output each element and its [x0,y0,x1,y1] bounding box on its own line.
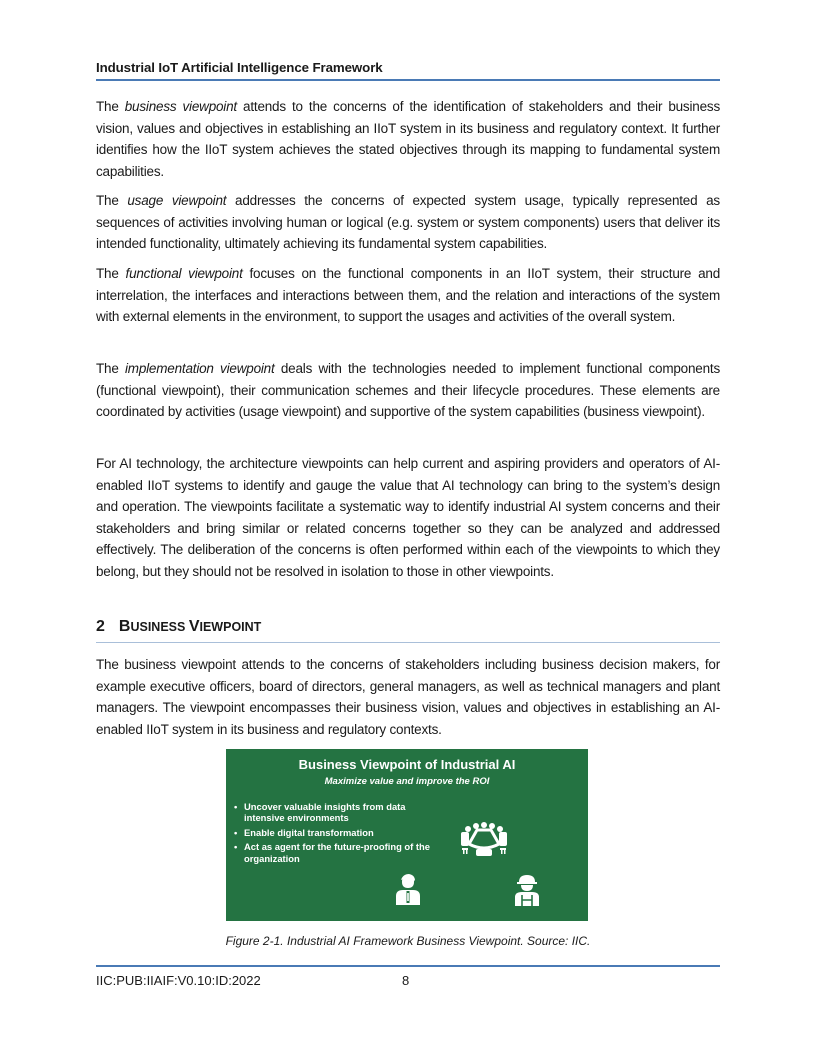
figure-caption: Figure 2-1. Industrial AI Framework Business Viewpoint. Source: IIC. [225,934,591,948]
paragraph-body: focuses on the functional components in an IIoT system, their structure and interrelation, the interfaces and interactions between them, and the relation and interactions of the system with external elements in the environment, to support the usages and activities of the overall system. [96,266,720,325]
paragraph-lead: The [96,361,125,376]
paragraph-functional-viewpoint [96,263,720,328]
engineer-icon [513,874,541,906]
paragraph-usage-viewpoint [96,190,720,255]
paragraph-implementation-viewpoint [96,358,720,423]
paragraph-lead: The [96,193,128,208]
paragraph-body: For AI technology, the architecture viewpoints can help current and aspiring providers and operators of AI-enabled IIoT systems to identify and gauge the value that AI technology can bring to the system’s design and operation. The viewpoints facilitate a systematic way to identify industrial AI system concerns and their stakeholders and bring similar or related concerns together so they can be analyzed and addressed effectively. The deliberation of the concerns is often performed within each of the viewpoints to which they belong, but they should not be resolved in isolation to those in other viewpoints. [96,456,720,579]
figure-bullet: • Enable digital transformation [232,827,432,838]
paragraph-business-viewpoint [96,96,720,182]
figure-title: Business Viewpoint of Industrial AI [298,757,516,772]
header-rule [96,79,720,81]
figure-business-viewpoint [226,749,588,921]
paragraph-lead: The [96,99,125,114]
paragraph-body: attends to the concerns of the identification of stakeholders and their business vision, values and objectives in establishing an IIoT system in its business and regulatory context. It further identifies how the IIoT system achieves the stated objectives through its mapping to fundamental system capabilities. [96,99,720,179]
page-number: 8 [402,973,410,988]
running-header: Industrial IoT Artificial Intelligence Framework [96,60,383,75]
paragraph-lead: The [96,266,126,281]
figure-bullet-list [232,801,432,867]
section-rule [96,642,720,643]
footer-rule [96,965,720,967]
section-title-part: IEWPOINT [199,620,262,634]
figure-subtitle: Maximize value and improve the ROI [324,776,490,787]
section-title-part: B [118,618,131,635]
section-heading [96,618,720,636]
term-business-viewpoint: business viewpoint [124,99,237,114]
section-title-part: V [188,618,200,635]
figure-bullet: • Act as agent for the future-proofing of the organization [232,841,432,864]
paragraph-ai-technology [96,453,720,583]
figure-bullet: • Uncover valuable insights from data intensive environments [232,801,432,824]
paragraph-section-intro: The business viewpoint attends to the concerns of stakeholders including business decision makers, for example executive officers, board of directors, general managers, as well as technical managers and plant managers. The viewpoint encompasses their business vision, values and objectives in establishing an AI-enabled IIoT system in its business and regulatory contexts. [96,657,720,737]
business-person-icon [394,873,422,905]
term-implementation-viewpoint: implementation viewpoint [124,361,275,376]
paragraph-body: deals with the technologies needed to implement functional components (functional viewpoint), their communication schemes and their lifecycle procedures. These elements are coordinated by activities (usage viewpoint) and supportive of the system capabilities (business viewpoint). [96,361,721,420]
term-functional-viewpoint: functional viewpoint [125,266,243,281]
term-usage-viewpoint: usage viewpoint [127,193,227,208]
section-title-part: USINESS [130,620,189,634]
section-number: 2 [96,618,105,635]
footer-document-id: IIC:PUB:IIAIF:V0.10:ID:2022 [96,973,261,988]
paragraph-body: addresses the concerns of expected system usage, typically represented as sequences of activities involving human or logical (e.g. system or system components) users that deliver its intended functionality, ultimately achieving its fundamental system capabilities. [96,193,720,252]
boardroom-icon [459,822,509,862]
